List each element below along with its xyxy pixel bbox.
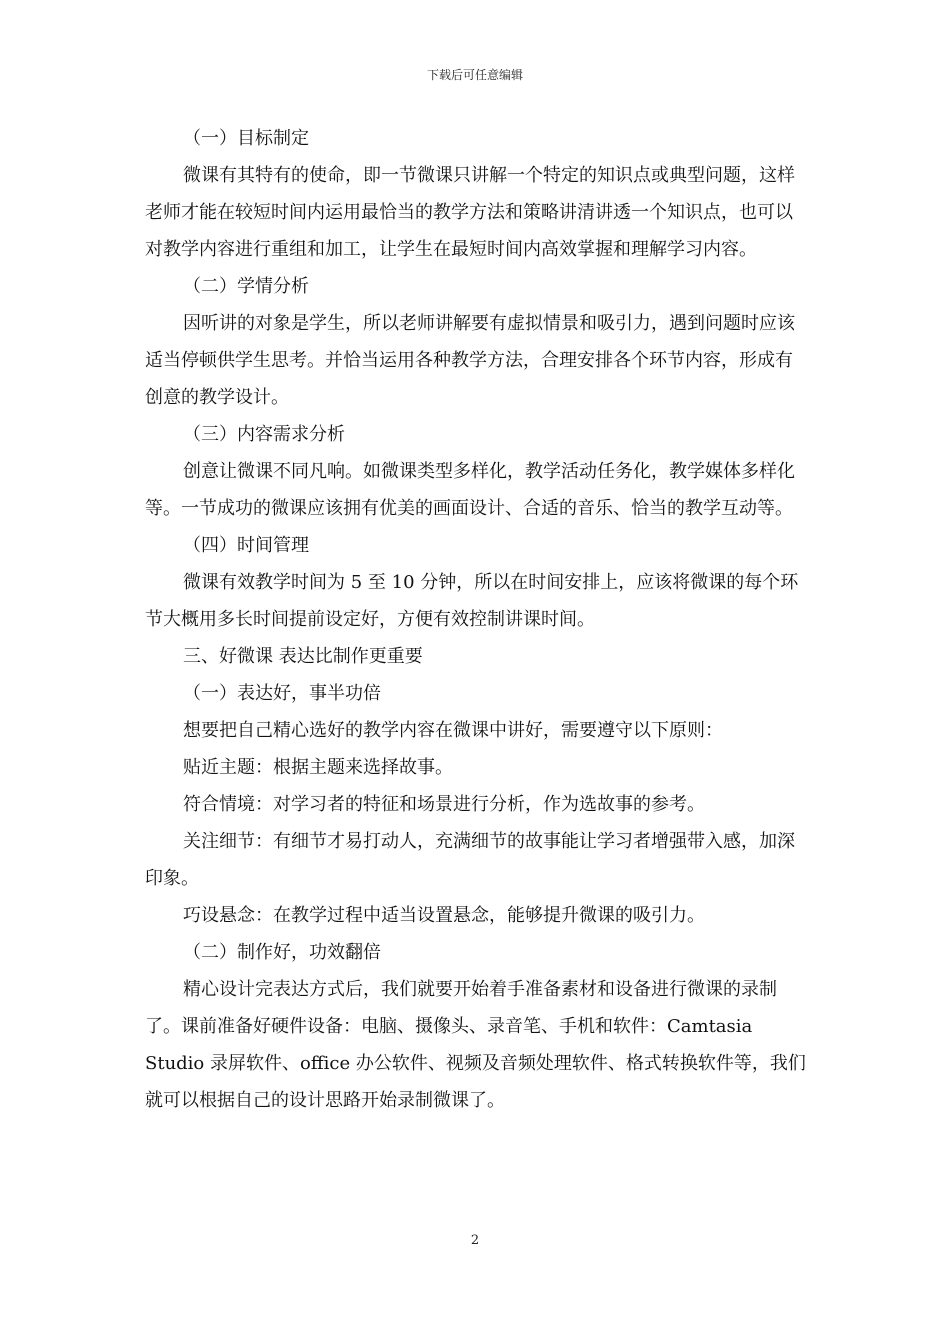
- page-number: 2: [470, 1233, 480, 1248]
- principle-item: 关注细节：有细节才易打动人，充满细节的故事能让学习者增强带入感，加深印象。: [145, 831, 795, 889]
- principle-item: 贴近主题：根据主题来选择故事。: [183, 757, 453, 778]
- principle-item: 巧设悬念：在教学过程中适当设置悬念，能够提升微课的吸引力。: [183, 905, 705, 926]
- heading-learner-analysis: （二）学情分析: [183, 276, 309, 297]
- page-header: 下载后可任意编辑: [426, 68, 523, 82]
- document-body: [145, 120, 810, 1119]
- section-heading-expression: 三、好微课 表达比制作更重要: [183, 646, 423, 667]
- heading-time-management: （四）时间管理: [183, 535, 309, 556]
- principle-item: 符合情境：对学习者的特征和场景进行分析，作为选故事的参考。: [183, 794, 705, 815]
- heading-goal-setting: （一）目标制定: [183, 128, 309, 149]
- paragraph-content-needs: 创意让微课不同凡响。如微课类型多样化，教学活动任务化，教学媒体多样化等。一节成功的微课应该拥有优美的画面设计、合适的音乐、恰当的教学互动等。: [145, 461, 795, 519]
- paragraph-learner-analysis: 因听讲的对象是学生，所以老师讲解要有虚拟情景和吸引力，遇到问题时应该适当停顿供学生思考。并恰当运用各种教学方法，合理安排各个环节内容，形成有创意的教学设计。: [145, 313, 795, 408]
- paragraph-principles-intro: 想要把自己精心选好的教学内容在微课中讲好，需要遵守以下原则：: [183, 720, 723, 741]
- paragraph-production: 精心设计完表达方式后，我们就要开始着手准备素材和设备进行微课的录制了。课前准备好硬件设备：电脑、摄像头、录音笔、手机和软件：Camtasia Studio 录屏软件、office 办公软件、视频及音频处理软件、格式转换软件等，我们就可以根据自己的设计思路开始录制微课了。: [145, 979, 806, 1111]
- paragraph-goal-setting: 微课有其特有的使命，即一节微课只讲解一个特定的知识点或典型问题，这样老师才能在较短时间内运用最恰当的教学方法和策略讲清讲透一个知识点，也可以对教学内容进行重组和加工，让学生在最短时间内高效掌握和理解学习内容。: [145, 165, 795, 260]
- heading-good-expression: （一）表达好，事半功倍: [183, 683, 381, 704]
- heading-good-production: （二）制作好，功效翻倍: [183, 942, 381, 963]
- paragraph-time-management: 微课有效教学时间为 5 至 10 分钟，所以在时间安排上，应该将微课的每个环节大概用多长时间提前设定好，方便有效控制讲课时间。: [145, 572, 799, 630]
- heading-content-needs: （三）内容需求分析: [183, 424, 345, 445]
